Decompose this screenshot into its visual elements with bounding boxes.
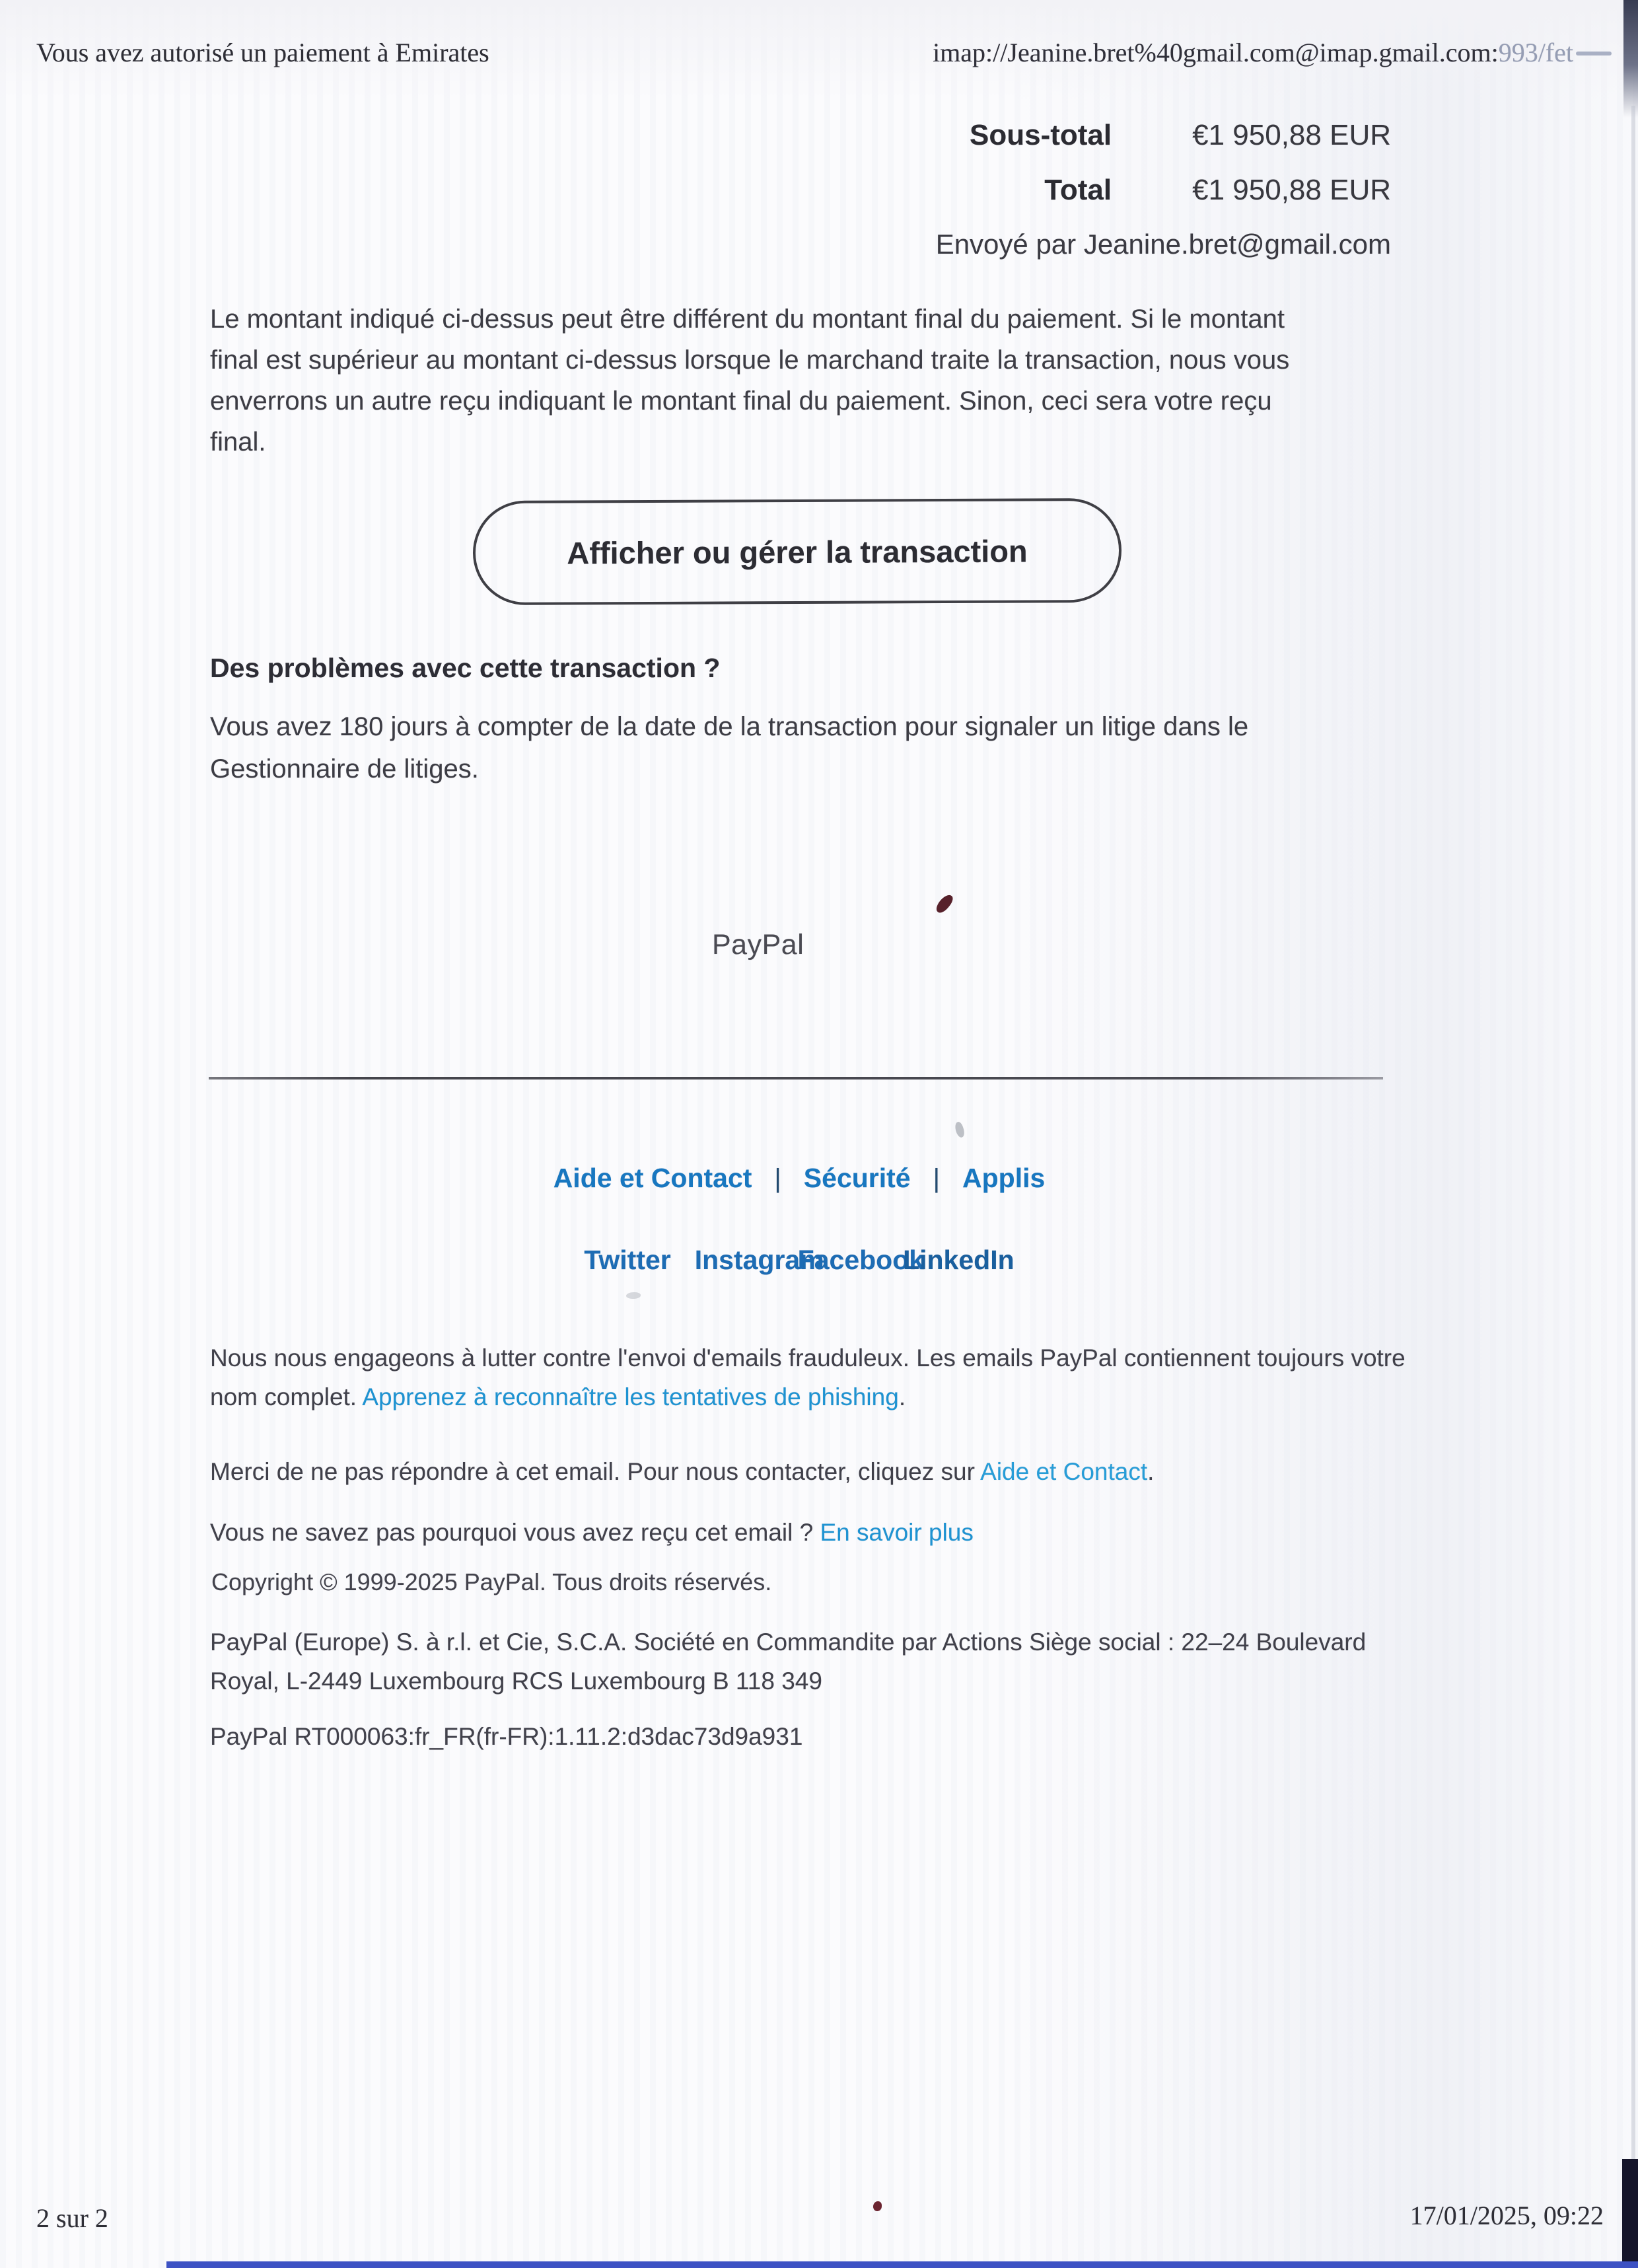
- amount-note-line: Le montant indiqué ci-dessus peut être différent du montant final du paiement. Si le montant: [210, 305, 1285, 334]
- scan-smudge: [626, 1292, 641, 1299]
- company-address-line: Royal, L-2449 Luxembourg RCS Luxembourg B 118 349: [210, 1667, 822, 1695]
- section-divider: [209, 1077, 1383, 1079]
- no-reply-line: [210, 1452, 1154, 1491]
- page-number: 2 sur 2: [36, 2203, 108, 2233]
- why-email-line: [210, 1513, 974, 1552]
- company-address-line: PayPal (Europe) S. à r.l. et Cie, S.C.A. Société en Commandite par Actions Siège social : 22–24 Boulevard: [210, 1628, 1367, 1656]
- why-email-text: Vous ne savez pas pourquoi vous avez reçu cet email ?: [210, 1519, 820, 1546]
- sent-by-line: Envoyé par Jeanine.bret@gmail.com: [935, 229, 1391, 260]
- amount-note-paragraph: [210, 299, 1289, 462]
- problems-paragraph: [210, 706, 1248, 790]
- problems-heading: Des problèmes avec cette transaction ?: [210, 653, 721, 683]
- why-email-paragraph: [210, 1513, 974, 1552]
- subtotal-value: €1 950,88 EUR: [1192, 119, 1391, 151]
- email-subject: Vous avez autorisé un paiement à Emirates: [36, 38, 489, 67]
- scan-edge-shadow-bottom: [1622, 2159, 1638, 2268]
- no-reply-paragraph: [210, 1452, 1154, 1491]
- security-link[interactable]: Sécurité: [803, 1163, 911, 1193]
- imap-url-main: imap://Jeanine.bret%40gmail.com@imap.gmail.com:: [933, 38, 1499, 67]
- footer-nav: [0, 1163, 1618, 1194]
- total-label: Total: [1044, 174, 1112, 206]
- scan-edge-shadow-middle: [1631, 106, 1635, 2169]
- imap-url: [933, 37, 1612, 68]
- totals-block: [936, 119, 1391, 260]
- twitter-link[interactable]: Twitter: [584, 1245, 671, 1275]
- problems-line: Gestionnaire de litiges.: [210, 754, 479, 784]
- amount-note-line: final.: [210, 427, 266, 457]
- tracking-code: PayPal RT000063:fr_FR(fr-FR):1.11.2:d3dac73d9a931: [210, 1723, 803, 1750]
- total-row: [936, 174, 1391, 207]
- instagram-link[interactable]: Instagram: [694, 1245, 824, 1275]
- scan-edge-shadow-top: [1623, 0, 1638, 118]
- ink-speck: [873, 2201, 882, 2211]
- subtotal-row: [936, 119, 1391, 152]
- apps-link[interactable]: Applis: [962, 1163, 1046, 1193]
- ink-speck: [934, 892, 955, 915]
- url-truncation-mark: [1576, 52, 1612, 55]
- no-reply-text: Merci de ne pas répondre à cet email. Pour nous contacter, cliquez sur: [210, 1458, 981, 1485]
- amount-note-line: final est supérieur au montant ci-dessus lorsque le marchand traite la transaction, nous vous: [210, 346, 1290, 375]
- print-datetime: 17/01/2025, 09:22: [1409, 2201, 1604, 2230]
- no-reply-period: .: [1147, 1458, 1155, 1485]
- anti-fraud-line: [210, 1377, 1406, 1416]
- nav-separator: |: [933, 1164, 940, 1193]
- learn-more-link[interactable]: En savoir plus: [820, 1519, 974, 1546]
- help-contact-link[interactable]: Aide et Contact: [553, 1163, 752, 1193]
- scan-smudge: [954, 1121, 966, 1139]
- company-address: [210, 1623, 1366, 1701]
- copyright-text: Copyright © 1999-2025 PayPal. Tous droits réservés.: [211, 1568, 772, 1595]
- anti-fraud-period: .: [898, 1383, 906, 1410]
- bottom-scan-line: [166, 2261, 1638, 2268]
- nav-separator: |: [774, 1164, 781, 1193]
- problems-line: Vous avez 180 jours à compter de la date de la transaction pour signaler un litige dans le: [210, 712, 1249, 741]
- help-contact-inline-link[interactable]: Aide et Contact: [980, 1458, 1148, 1485]
- view-manage-transaction-button[interactable]: Afficher ou gérer la transaction: [473, 498, 1122, 605]
- total-value: €1 950,88 EUR: [1192, 174, 1391, 206]
- social-links: [0, 1245, 1618, 1276]
- linkedin-link[interactable]: LinkedIn: [903, 1245, 1015, 1275]
- phishing-link[interactable]: Apprenez à reconnaître les tentatives de phishing: [362, 1383, 899, 1410]
- anti-fraud-text: nom complet.: [210, 1383, 363, 1410]
- imap-url-truncated-tail: 993/fet: [1498, 38, 1573, 67]
- anti-fraud-paragraph: [210, 1338, 1406, 1416]
- amount-note-line: enverrons un autre reçu indiquant le montant final du paiement. Sinon, ceci sera votre reçu: [210, 386, 1272, 416]
- paypal-wordmark: PayPal: [712, 929, 804, 961]
- anti-fraud-line: Nous nous engageons à lutter contre l'envoi d'emails frauduleux. Les emails PayPal contiennent toujours votre: [210, 1344, 1406, 1372]
- subtotal-label: Sous-total: [970, 119, 1112, 151]
- facebook-link[interactable]: Facebook: [797, 1245, 925, 1275]
